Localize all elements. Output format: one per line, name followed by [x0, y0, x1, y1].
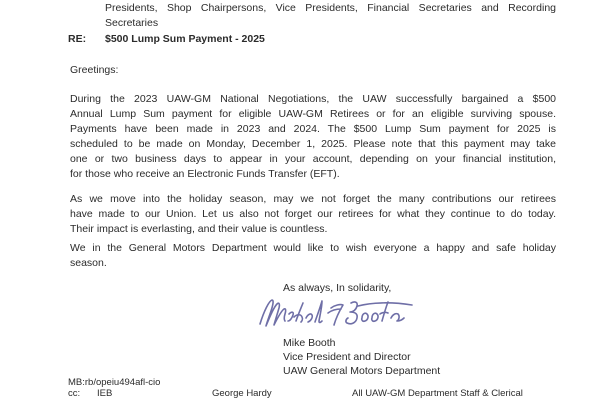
closing-phrase: As always, In solidarity,	[283, 282, 392, 294]
typist-reference: MB:rb/opeiu494afl-cio	[68, 377, 161, 388]
signer-name: Mike Booth	[283, 337, 336, 349]
body-paragraph-3: We in the General Motors Department would like to wish everyone a happy and safe holiday season.	[70, 242, 556, 269]
signature-block	[283, 336, 440, 378]
signer-title: Vice President and Director	[283, 351, 411, 363]
cc-entry-george-hardy: George Hardy	[212, 388, 272, 399]
salutation: Greetings:	[70, 64, 119, 76]
cc-label: cc:	[68, 388, 81, 399]
cc-entry-department-staff: All UAW-GM Department Staff & Clerical	[352, 388, 523, 399]
body-paragraph-1: During the 2023 UAW-GM National Negotiations, the UAW successfully bargained a $500 Annual Lump Sum payment for eligible UAW-GM Retirees or for an eligible surviving spouse. Payments have been made in 2023 and 2024. The $500 Lump Sum payment for 2025 is scheduled to be made on Monday, December 1, 2025. Please note that this payment may take one or two business days to appear in your account, depending on your financial institution, for those who receive an Electronic Funds Transfer (EFT).	[70, 93, 556, 180]
re-label: RE:	[68, 33, 87, 45]
re-line	[0, 33, 600, 47]
handwritten-signature-image	[258, 293, 436, 337]
re-subject: $500 Lump Sum Payment - 2025	[105, 33, 265, 45]
cc-line	[0, 388, 600, 400]
body-paragraph-2: As we move into the holiday season, may we not forget the many contributions our retirees have made to our Union. Let us also not forget our retirees for what they continue to do today. Their impact is everlasting, and their value is countless.	[70, 193, 556, 235]
distribution-list-continuation: Presidents, Shop Chairpersons, Vice Presidents, Financial Secretaries and Recording Secretaries	[105, 2, 556, 29]
signer-department: UAW General Motors Department	[283, 365, 441, 377]
cc-entry-ieb: IEB	[97, 388, 113, 399]
